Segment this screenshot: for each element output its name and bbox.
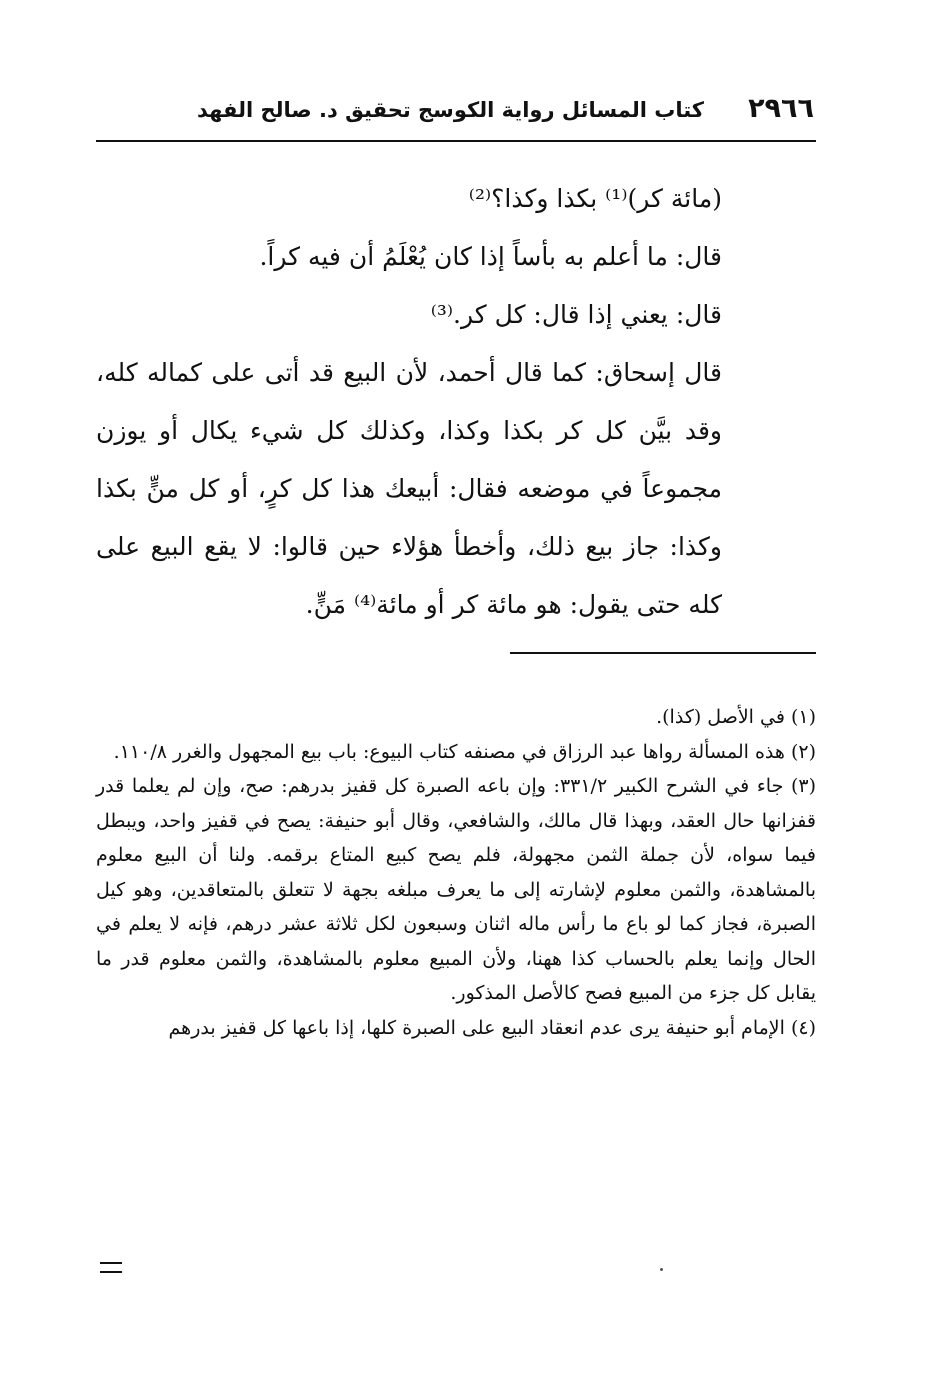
- continuation-mark: [100, 1262, 122, 1273]
- page-header: [96, 92, 814, 132]
- main-text: [96, 170, 722, 634]
- paragraph-4: قال إسحاق: كما قال أحمد، لأن البيع قد أتى على كماله كله، وقد بيَّن كل كر بكذا وكذا، وكذلك كل شيء يكال أو يوزن مجموعاً في موضعه فقال: أبيعك هذا كل كرٍ، أو كل منٍّ بكذا وكذا: جاز بيع ذلك، وأخطأ هؤلاء حين قالوا: لا يقع البيع على كله حتى يقول: هو مائة كر أو مائة⁽⁴⁾ مَنٍّ.: [96, 358, 722, 619]
- paragraph-3: قال: يعني إذا قال: كل كر.⁽³⁾: [430, 300, 722, 329]
- print-speck: [660, 1268, 663, 1271]
- footnote-4: (٤) الإمام أبو حنيفة يرى عدم انعقاد البيع على الصبرة كلها، إذا باعها كل قفيز بدرهم: [168, 1016, 816, 1039]
- footnotes: [96, 700, 816, 1045]
- footnote-3: (٣) جاء في الشرح الكبير ٣٣١/٢: وإن باعه الصبرة كل قفيز بدرهم: صح، وإن لم يعلما قدر قفزانها حال العقد، وبهذا قال مالك، والشافعي، وقال أبو حنيفة: يصح في قفيز واحد، ويبطل فيما سواه، لأن جملة الثمن مجهولة، فلم يصح كبيع المتاع برقمه. ولنا أن البيع معلوم بالمشاهدة، والثمن معلوم لإشارته إلى ما يعرف مبلغه بجهة لا تتعلق بالمتعاقدين، وهو كيل الصبرة، فجاز كما لو باع ما رأس ماله اثنان وسبعون لكل ثلاثة عشر درهم، فإنه لا يعلم في الحال وإنما يعلم بالحساب كذا ههنا، ولأن المبيع معلوم بالمشاهدة، والثمن معلوم قدر ما يقابل كل جزء من المبيع فصح كالأصل المذكور.: [96, 775, 816, 1004]
- page-number: ٢٩٦٦: [748, 93, 814, 124]
- header-rule: [96, 140, 816, 142]
- running-title: كتاب المسائل رواية الكوسج تحقيق د. صالح الفهد: [197, 98, 704, 122]
- footnote-2: (٢) هذه المسألة رواها عبد الرزاق في مصنفه كتاب البيوع: باب بيع المجهول والغرر ١١٠/٨.: [113, 740, 816, 763]
- footnote-1: (١) في الأصل (كذا).: [656, 706, 816, 728]
- footnote-separator: [510, 652, 816, 654]
- paragraph-2: قال: ما أعلم به بأساً إذا كان يُعْلَمُ أن فيه كراً.: [259, 242, 722, 271]
- paragraph-1: (مائة كر)⁽¹⁾ بكذا وكذا؟⁽²⁾: [468, 184, 722, 213]
